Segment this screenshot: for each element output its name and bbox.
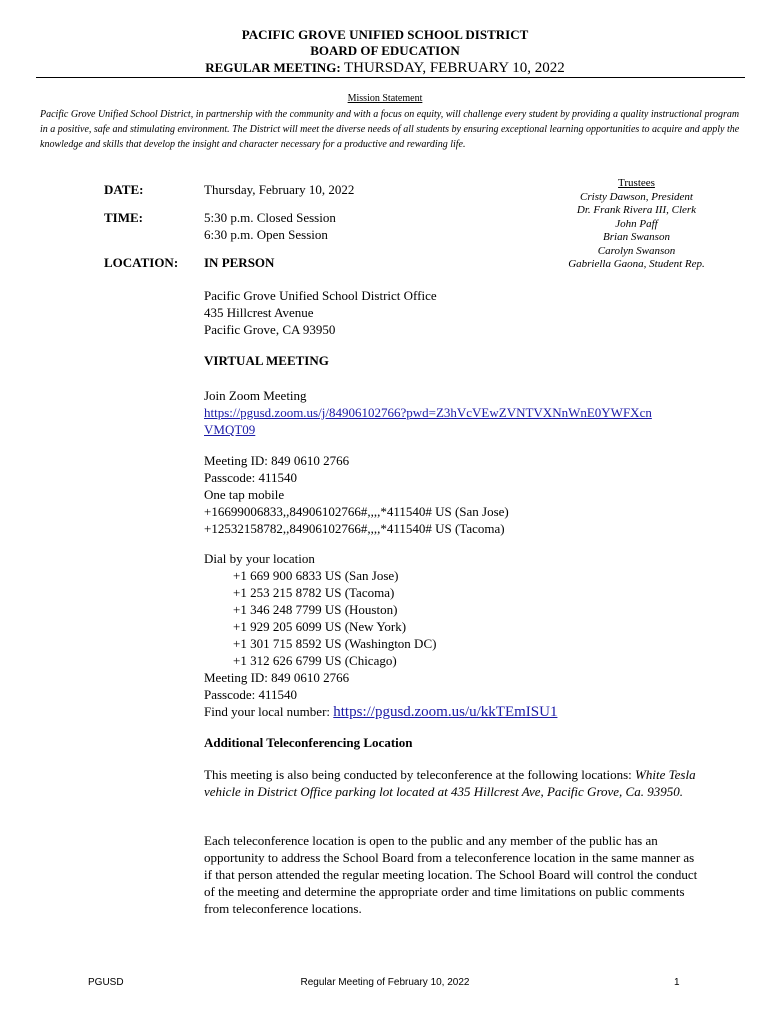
mission-title: Mission Statement bbox=[347, 93, 423, 104]
dial-number: +1 346 248 7799 US (Houston) bbox=[233, 602, 398, 617]
passcode: Passcode: 411540 bbox=[204, 687, 298, 702]
address-line: Pacific Grove, CA 93950 bbox=[204, 322, 336, 337]
trustee: Carolyn Swanson bbox=[597, 244, 676, 257]
dial-number: +1 253 215 8782 US (Tacoma) bbox=[233, 585, 395, 600]
zoom-meeting-link-continued[interactable]: VMQT09 bbox=[204, 422, 256, 437]
address-line: 435 Hillcrest Avenue bbox=[204, 305, 314, 320]
dial-number: +1 929 205 6099 US (New York) bbox=[233, 619, 407, 634]
footer-left: PGUSD bbox=[88, 977, 124, 988]
dial-number: +1 669 900 6833 US (San Jose) bbox=[233, 568, 399, 583]
time-label: TIME: bbox=[104, 210, 143, 225]
open-session-time: 6:30 p.m. Open Session bbox=[204, 227, 328, 242]
meeting-label: REGULAR MEETING: bbox=[205, 60, 341, 75]
teleconference-policy: Each teleconference location is open to the public and any member of the public has an opportunity to address the School Board from a teleconference location in the same manner as if that person attended the regular meeting location. The School Board will control the conduct of the meeting and determine the appropriate order and time limitations on public comments from teleconference locations. bbox=[204, 833, 698, 916]
one-tap-label: One tap mobile bbox=[204, 487, 285, 502]
meeting-id: Meeting ID: 849 0610 2766 bbox=[204, 670, 350, 685]
meeting-title bbox=[0, 60, 770, 76]
dial-label: Dial by your location bbox=[204, 551, 315, 566]
board-name: BOARD OF EDUCATION bbox=[310, 43, 460, 58]
trustee: Dr. Frank Rivera III, Clerk bbox=[576, 204, 697, 216]
time-values bbox=[204, 209, 336, 243]
local-number-line bbox=[204, 703, 557, 721]
trustees-block bbox=[545, 177, 728, 272]
address-line: Pacific Grove Unified School District Office bbox=[204, 288, 437, 303]
passcode: Passcode: 411540 bbox=[204, 470, 298, 485]
trustee: Gabriella Gaona, Student Rep. bbox=[568, 258, 705, 270]
meeting-date: THURSDAY, FEBRUARY 10, 2022 bbox=[343, 60, 565, 76]
date-value: Thursday, February 10, 2022 bbox=[204, 182, 355, 197]
teleconference-heading: Additional Teleconferencing Location bbox=[204, 735, 413, 750]
district-name: PACIFIC GROVE UNIFIED SCHOOL DISTRICT bbox=[241, 27, 529, 42]
teleconference-location: White Tesla vehicle in District Office parking lot located at 435 Hillcrest Ave, Pacific Grove, Ca. 93950. bbox=[204, 767, 696, 799]
trustees-title: Trustees bbox=[618, 177, 655, 189]
dial-block bbox=[204, 550, 557, 721]
address-block bbox=[204, 287, 437, 338]
trustee: John Paff bbox=[615, 217, 658, 230]
footer-center: Regular Meeting of February 10, 2022 bbox=[300, 977, 470, 988]
page-number: 1 bbox=[674, 977, 680, 988]
zoom-meeting-link[interactable]: https://pgusd.zoom.us/j/84906102766?pwd=Z3hVcVEwZVNTVXNnWnE0YWFXcn bbox=[204, 405, 652, 420]
meeting-info-block bbox=[204, 452, 509, 537]
meeting-id: Meeting ID: 849 0610 2766 bbox=[204, 453, 350, 468]
trustee: Cristy Dawson, President bbox=[580, 190, 693, 203]
trustee: Brian Swanson bbox=[603, 231, 670, 243]
local-number-link[interactable]: https://pgusd.zoom.us/u/kkTEmISU1 bbox=[333, 704, 558, 720]
teleconference-intro: This meeting is also being conducted by teleconference at the following locations: bbox=[204, 767, 636, 782]
join-zoom-label: Join Zoom Meeting bbox=[204, 388, 307, 403]
in-person-heading: IN PERSON bbox=[204, 255, 275, 270]
zoom-join-block bbox=[204, 387, 652, 438]
one-tap-number: +16699006833,,84906102766#,,,,*411540# US (San Jose) bbox=[204, 504, 509, 519]
header-rule bbox=[36, 77, 745, 78]
local-number-label: Find your local number: bbox=[204, 704, 334, 719]
virtual-meeting-heading: VIRTUAL MEETING bbox=[204, 353, 329, 368]
mission-statement: Pacific Grove Unified School District, in partnership with the community and with a focus on equity, will challenge every student by providing a quality instructional program in a positive, safe and stimulating environment. The District will meet the diverse needs of all students by ensuring exceptional learning opportunities to acquire and apply the knowledge and skills that develop the insight and character necessary for a productive and rewarding life. bbox=[40, 109, 740, 150]
teleconference-location-paragraph bbox=[204, 766, 704, 800]
dial-number: +1 301 715 8592 US (Washington DC) bbox=[233, 636, 437, 651]
closed-session-time: 5:30 p.m. Closed Session bbox=[204, 210, 336, 225]
date-label: DATE: bbox=[104, 182, 144, 197]
location-label: LOCATION: bbox=[104, 255, 179, 270]
dial-number: +1 312 626 6799 US (Chicago) bbox=[233, 653, 397, 668]
one-tap-number: +12532158782,,84906102766#,,,,*411540# US (Tacoma) bbox=[204, 521, 505, 536]
